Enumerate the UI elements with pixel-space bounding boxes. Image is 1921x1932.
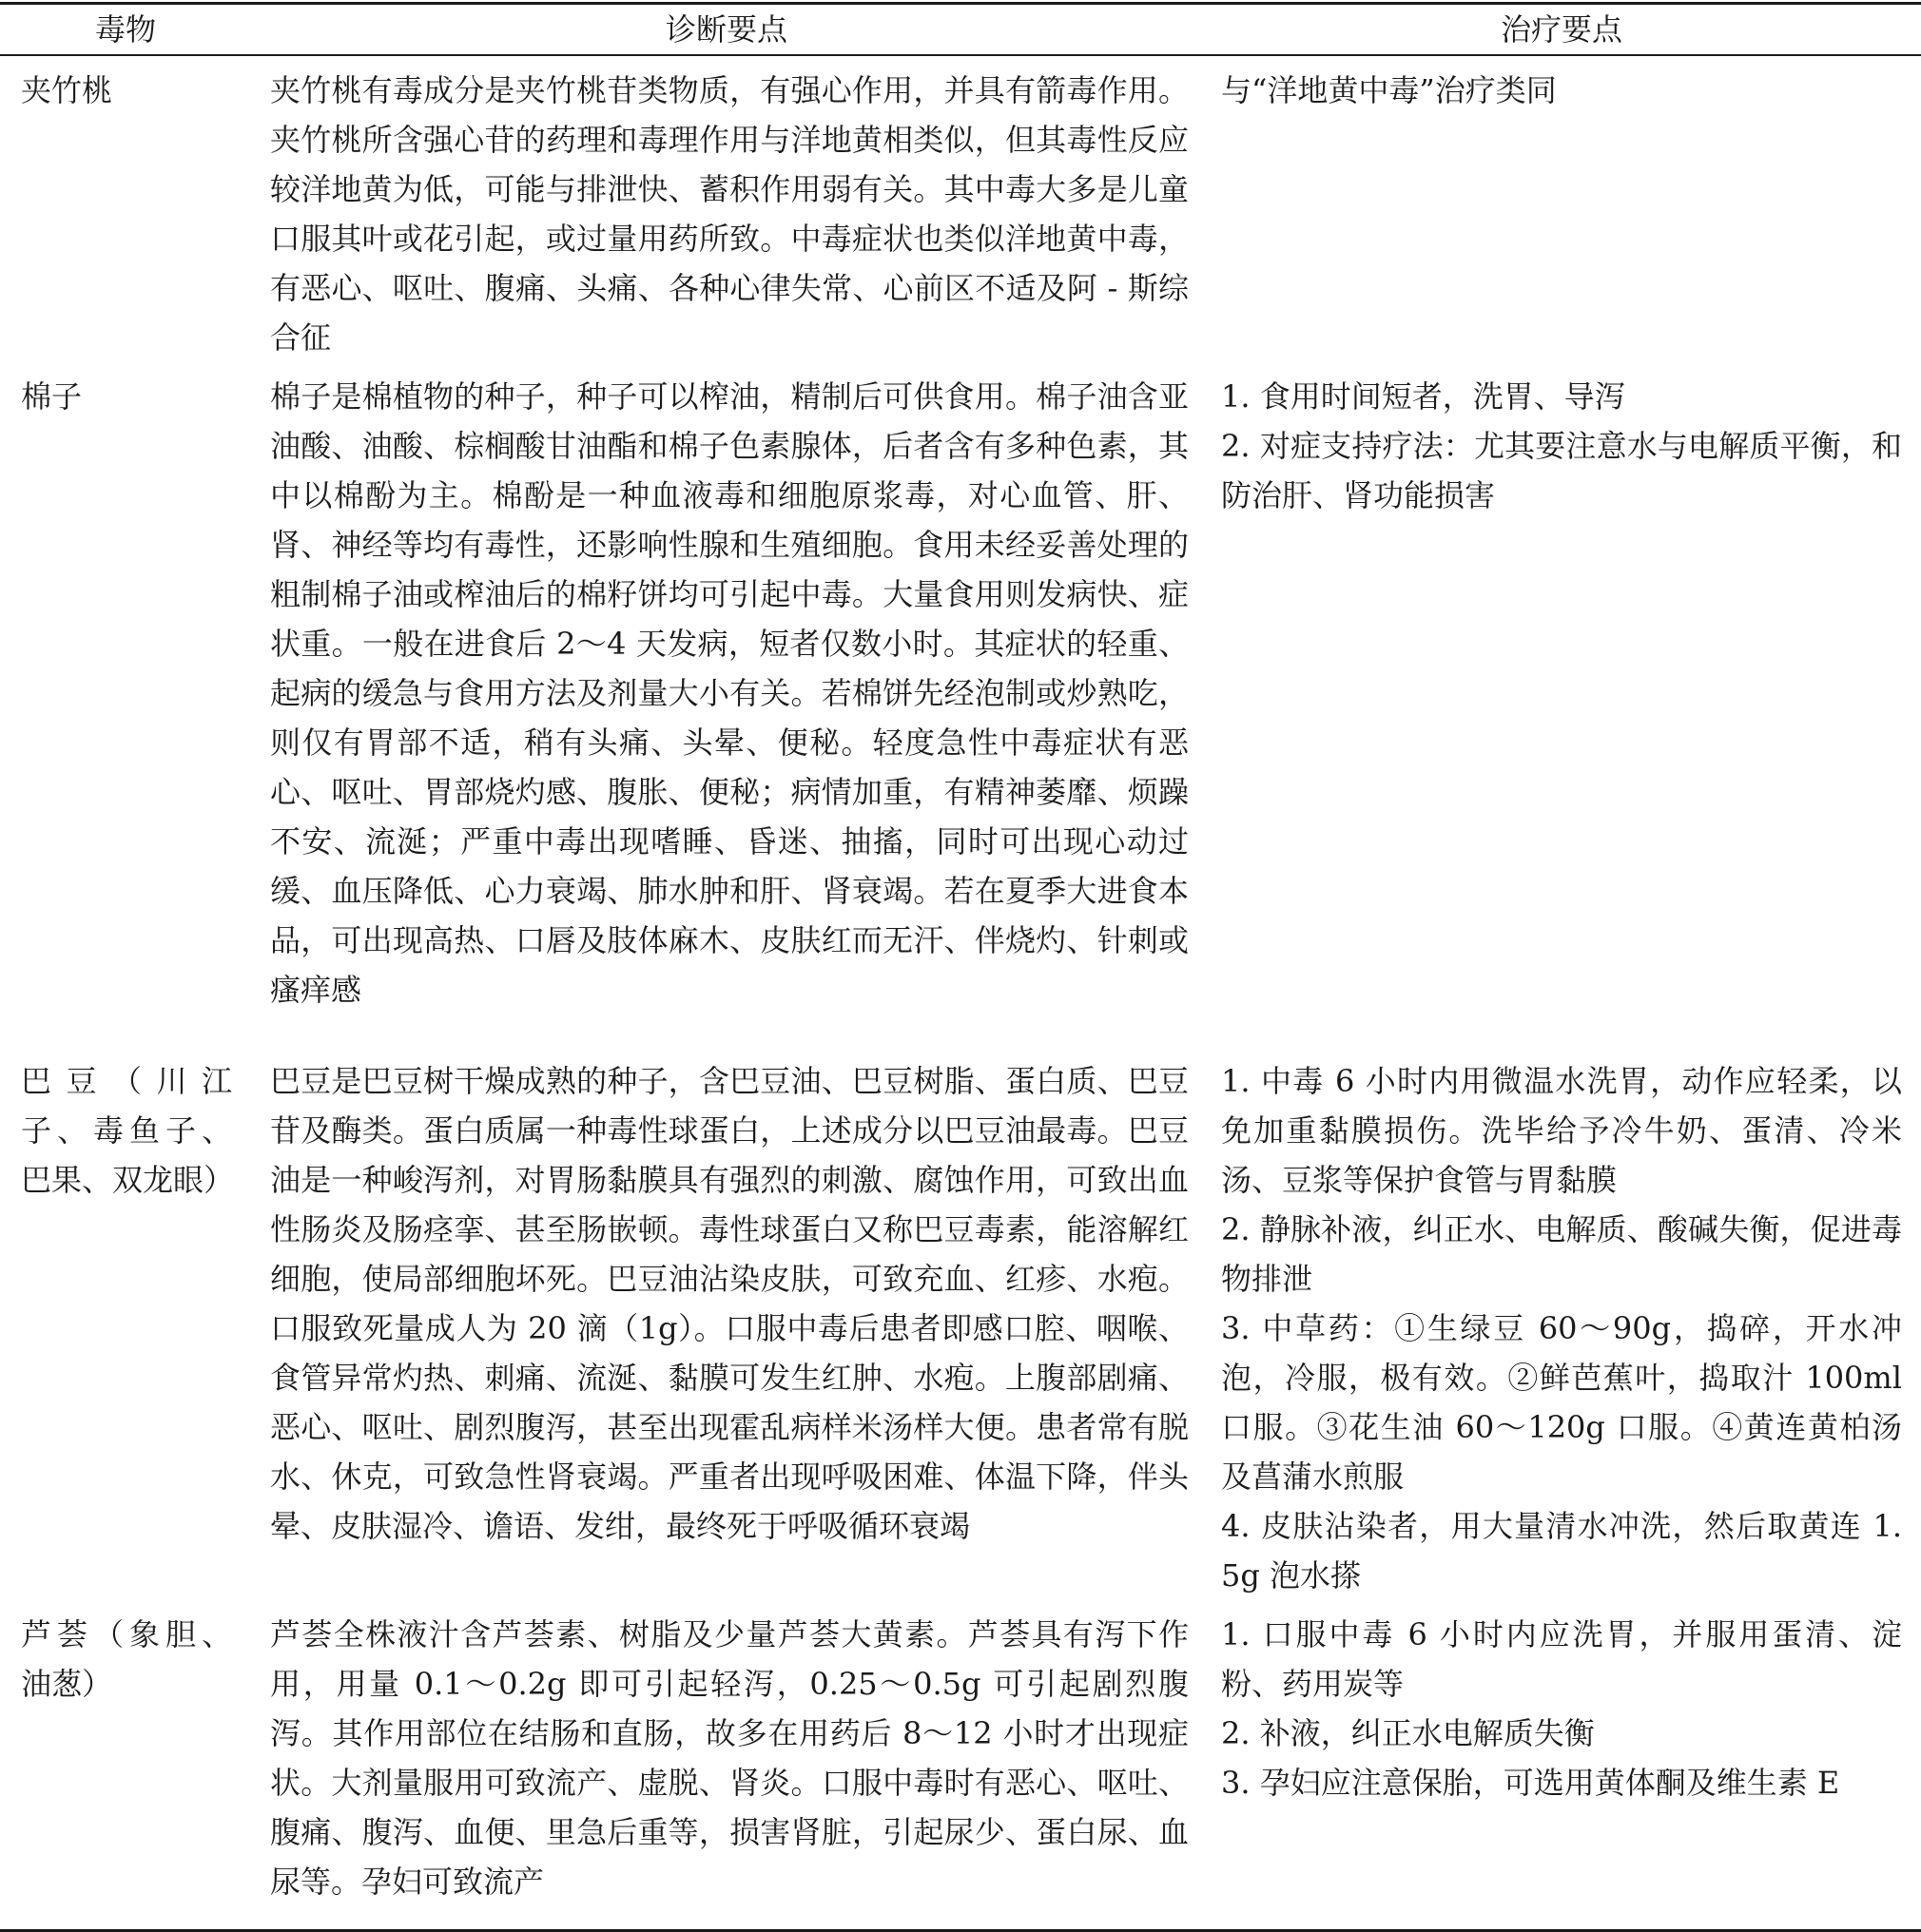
treatment-item: 3. 孕妇应注意保胎，可选用黄体酮及维生素 E xyxy=(1221,1765,1840,1801)
treatment-item: 2. 补液，纠正水电解质失衡 xyxy=(1221,1715,1595,1751)
treatment-cell xyxy=(1202,362,1921,1047)
diagnosis-text: 巴豆是巴豆树干燥成熟的种子，含巴豆油、巴豆树脂、蛋白质、巴豆苷及酶类。蛋白质属一种毒性球蛋白，上述成分以巴豆油最毒。巴豆油是一种峻泻剂，对胃肠黏膜具有强烈的刺激、腐蚀作用，可致出血性肠炎及肠痉挛、甚至肠嵌顿。毒性球蛋白又称巴豆毒素，能溶解红细胞，使局部细胞坏死。巴豆油沾染皮肤，可致充血、红疹、水疱。口服致死量成人为 20 滴（1g）。口服中毒后患者即感口腔、咽喉、食管异常灼热、刺痛、流涎、黏膜可发生红肿、水疱。上腹部剧痛、恶心、呕吐、剧烈腹泻，甚至出现霍乱病样米汤样大便。患者常有脱水、休克，可致急性肾衰竭。严重者出现呼吸困难、体温下降，伴头晕、皮肤湿冷、谵语、发绀，最终死于呼吸循环衰竭 xyxy=(270,1063,1189,1544)
diagnosis-text: 夹竹桃有毒成分是夹竹桃苷类物质，有强心作用，并具有箭毒作用。夹竹桃所含强心苷的药理和毒理作用与洋地黄相类似，但其毒性反应较洋地黄为低，可能与排泄快、蓄积作用弱有关。其中毒大多是儿童口服其叶或花引起，或过量用药所致。中毒症状也类似洋地黄中毒，有恶心、呕吐、腹痛、头痛、各种心律失常、心前区不适及阿 - 斯综合征 xyxy=(270,72,1189,356)
treatment-cell xyxy=(1202,1600,1921,1931)
poison-name: 夹竹桃 xyxy=(21,72,113,108)
treatment-item: 2. 静脉补液，纠正水、电解质、酸碱失衡，促进毒物排泄 xyxy=(1221,1211,1902,1297)
header-poison: 毒物 xyxy=(0,4,251,56)
treatment-cell xyxy=(1202,1047,1921,1600)
table-row xyxy=(0,1047,1921,1600)
poison-name: 芦荟（象胆、油葱） xyxy=(21,1616,232,1702)
treatment-item: 2. 对症支持疗法：尤其要注意水与电解质平衡，和防治肝、肾功能损害 xyxy=(1221,428,1902,513)
poison-name: 巴豆（川江子、毒鱼子、巴果、双龙眼） xyxy=(21,1063,235,1198)
table-row xyxy=(0,1600,1921,1931)
treatment-item: 1. 中毒 6 小时内用微温水洗胃，动作应轻柔，以免加重黏膜损伤。洗毕给予冷牛奶、蛋清、冷米汤、豆浆等保护食管与胃黏膜 xyxy=(1221,1063,1902,1198)
table-body xyxy=(0,55,1921,1931)
header-row xyxy=(0,4,1921,56)
treatment-item: 1. 口服中毒 6 小时内应洗胃，并服用蛋清、淀粉、药用炭等 xyxy=(1221,1616,1902,1702)
diagnosis-text: 芦荟全株液汁含芦荟素、树脂及少量芦荟大黄素。芦荟具有泻下作用，用量 0.1～0.2g 即可引起轻泻，0.25～0.5g 可引起剧烈腹泻。其作用部位在结肠和直肠，故多在用药后 8～12 小时才出现症状。大剂量服用可致流产、虚脱、肾炎。口服中毒时有恶心、呕吐、腹痛、腹泻、血便、里急后重等，损害肾脏，引起尿少、蛋白尿、血尿等。孕妇可致流产 xyxy=(270,1616,1189,1900)
table-header xyxy=(0,4,1921,56)
table-row xyxy=(0,362,1921,1047)
treatment-cell xyxy=(1202,55,1921,362)
poison-table xyxy=(0,2,1921,1932)
treatment-item: 与“洋地黄中毒”治疗类同 xyxy=(1221,72,1557,108)
treatment-item: 4. 皮肤沾染者，用大量清水冲洗，然后取黄连 1. 5g 泡水搽 xyxy=(1221,1508,1902,1594)
diagnosis-text: 棉子是棉植物的种子，种子可以榨油，精制后可供食用。棉子油含亚油酸、油酸、棕榈酸甘油酯和棉子色素腺体，后者含有多种色素，其中以棉酚为主。棉酚是一种血液毒和细胞原浆毒，对心血管、肝、肾、神经等均有毒性，还影响性腺和生殖细胞。食用未经妥善处理的粗制棉子油或榨油后的棉籽饼均可引起中毒。大量食用则发病快、症状重。一般在进食后 2～4 天发病，短者仅数小时。其症状的轻重、起病的缓急与食用方法及剂量大小有关。若棉饼先经泡制或炒熟吃，则仅有胃部不适，稍有头痛、头晕、便秘。轻度急性中毒症状有恶心、呕吐、胃部烧灼感、腹胀、便秘；病情加重，有精神萎靡、烦躁不安、流涎；严重中毒出现嗜睡、昏迷、抽搐，同时可出现心动过缓、血压降低、心力衰竭、肺水肿和肝、肾衰竭。若在夏季大进食本品，可出现高热、口唇及肢体麻木、皮肤红而无汗、伴烧灼、针刺或瘙痒感 xyxy=(270,378,1189,1008)
header-treatment: 治疗要点 xyxy=(1202,4,1921,56)
treatment-item: 3. 中草药：①生绿豆 60～90g，捣碎，开水冲泡，冷服，极有效。②鲜芭蕉叶，捣取汁 100ml 口服。③花生油 60～120g 口服。④黄连黄柏汤及菖蒲水煎服 xyxy=(1221,1310,1902,1495)
poison-name: 棉子 xyxy=(21,378,83,415)
header-diagnosis: 诊断要点 xyxy=(251,4,1202,56)
treatment-item: 1. 食用时间短者，洗胃、导泻 xyxy=(1221,378,1625,415)
table-row xyxy=(0,55,1921,362)
